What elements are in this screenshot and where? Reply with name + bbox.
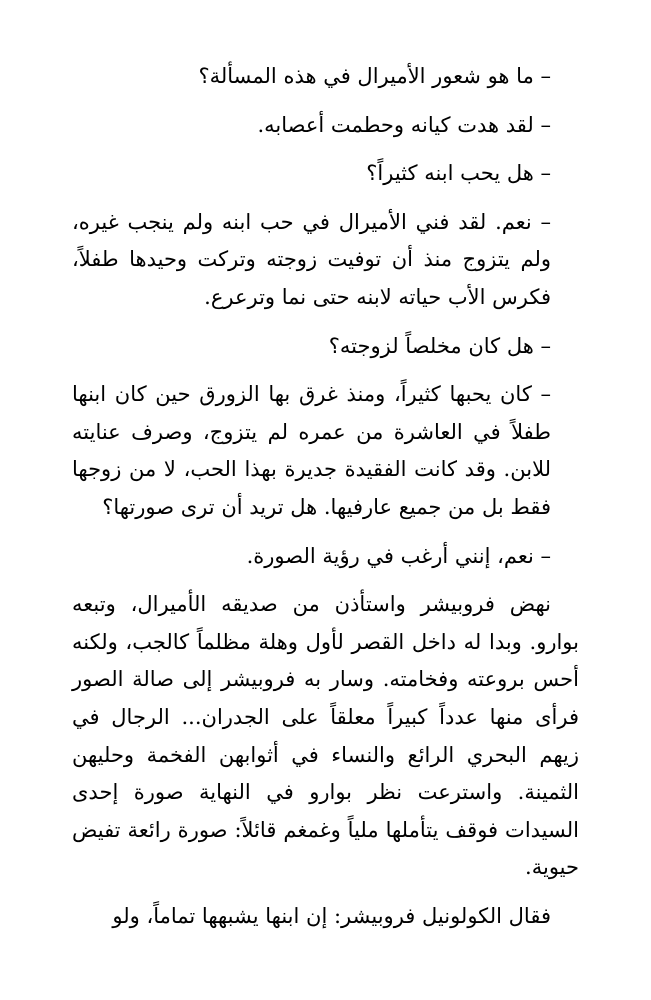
dialogue-paragraph: – كان يحبها كثيراً، ومنذ غرق بها الزورق حين كان ابنها طفلاً في العاشرة من عمره لم يتزوج، وصرف عنايته للابن. وقد كانت الفقيدة جديرة بهذا الحب، لا من زوجها فقط بل من جميع عارفيها. هل تريد أن ترى صورتها؟ <box>72 382 551 519</box>
narrative-paragraph: نهض فروبيشر واستأذن من صديقه الأميرال، وتبعه بوارو. وبدا له داخل القصر لأول وهلة مظلماً كالجب، ولكنه أحس بروعته وفخامته. وسار به فروبيشر إلى صالة الصور فرأى منها عدداً كبيراً معلقاً على الجدران... الرجال في زيهم البحري الرائع والنساء في أثوابهن الفخمة وحليهن الثمينة. واسترعت نظر بوارو في النهاية صورة إحدى السيدات فوقف يتأملها ملياً وغمغم قائلاً: صورة رائعة تفيض حيوية. <box>72 592 579 880</box>
dialogue-line: – هل كان مخلصاً لزوجته؟ <box>328 333 551 358</box>
dialogue-line: – نعم، إنني أرغب في رؤية الصورة. <box>246 543 551 568</box>
dialogue-paragraph: – نعم. لقد فني الأميرال في حب ابنه ولم ينجب غيره، ولم يتزوج منذ أن توفيت زوجته وتركت وحيدها طفلاً، فكرس الأب حياته لابنه حتى نما وترعرع. <box>72 209 551 309</box>
dialogue-line: – لقد هدت كيانه وحطمت أعصابه. <box>257 112 551 137</box>
dialogue-line: – ما هو شعور الأميرال في هذه المسألة؟ <box>198 64 551 88</box>
dialogue-line: – هل يحب ابنه كثيراً؟ <box>366 161 551 186</box>
narrative-paragraph: فقال الكولونيل فروبيشر: إن ابنها يشبهها تماماً، ولو <box>112 903 551 928</box>
book-page <box>72 58 579 946</box>
